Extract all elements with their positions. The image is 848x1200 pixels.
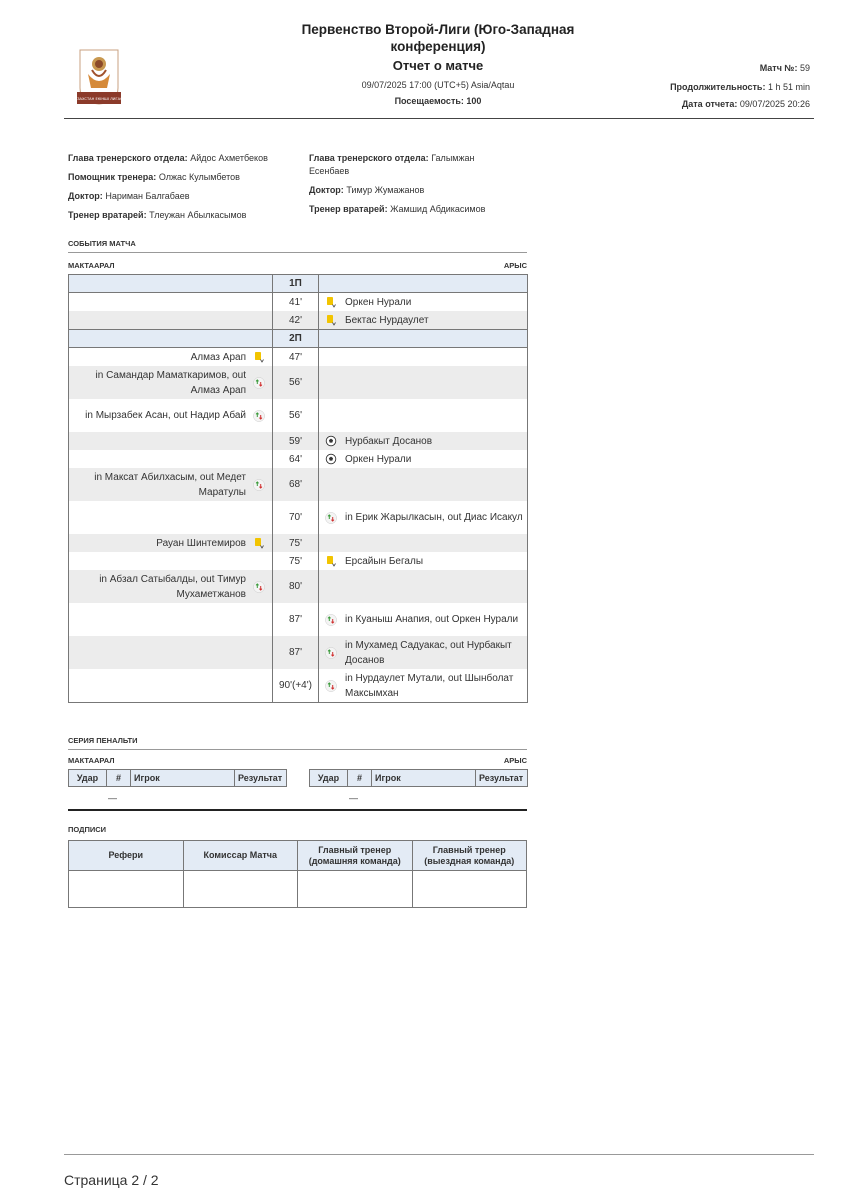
away-event-cell <box>319 501 528 534</box>
home-event-cell <box>69 293 273 312</box>
footer-divider <box>64 1154 814 1155</box>
event-text: in Мырзабек Асан, out Надир Абай <box>85 410 246 421</box>
event-minute: 56' <box>273 366 319 399</box>
event-row <box>69 603 528 636</box>
attendance-value: 100 <box>466 96 482 106</box>
signatures-table <box>68 840 527 908</box>
event-text: in Максат Абилхасым, out Медет Маратулы <box>94 471 246 498</box>
event-text: in Ерик Жарылкасын, out Диас Исакул <box>345 512 523 523</box>
home-event-cell <box>69 534 273 552</box>
attendance-label: Посещаемость: <box>394 96 464 106</box>
event-row <box>69 366 528 399</box>
event-minute: 90'(+4') <box>273 669 319 703</box>
match-duration <box>670 82 810 92</box>
away-staff-item: Доктор: Тимур Жумажанов <box>309 185 425 195</box>
match-duration-value: 1 h 51 min <box>767 82 810 92</box>
penalty-col-header: Результат <box>476 770 528 787</box>
signatures-section-title: ПОДПИСИ <box>68 825 107 834</box>
event-minute: 87' <box>273 636 319 669</box>
report-date-label: Дата отчета: <box>681 99 738 109</box>
penalty-away-empty: — <box>349 793 358 803</box>
penalty-divider <box>68 749 527 750</box>
penalty-col-header: Игрок <box>372 770 476 787</box>
event-text: Оркен Нурали <box>345 296 412 308</box>
event-row <box>69 311 528 330</box>
signature-field <box>412 871 527 908</box>
signatures-blank-row <box>69 871 527 908</box>
penalty-header-row <box>310 770 528 787</box>
period-cell <box>319 275 528 293</box>
away-event-cell <box>319 603 528 636</box>
event-minute: 80' <box>273 570 319 603</box>
attendance <box>270 96 606 106</box>
events-away-team: АРЫС <box>503 261 527 270</box>
event-row <box>69 570 528 603</box>
period-label: 2П <box>273 330 319 348</box>
home-event-cell <box>69 552 273 570</box>
away-event-cell <box>319 468 528 501</box>
event-text: Рауан Шинтемиров <box>156 537 246 549</box>
away-staff-item: Тренер вратарей: Жамшид Абдикасимов <box>309 204 486 214</box>
substitution-icon <box>325 614 337 626</box>
signature-col-header: Главный тренер (домашняя команда) <box>298 841 413 871</box>
away-event-cell <box>319 552 528 570</box>
event-row <box>69 293 528 312</box>
away-event-cell <box>319 293 528 312</box>
away-event-cell <box>319 311 528 330</box>
signature-field <box>298 871 413 908</box>
event-minute: 56' <box>273 399 319 432</box>
away-staff <box>309 152 509 216</box>
event-text: Бектас Нурдаулет <box>345 314 429 326</box>
penalty-col-header: Результат <box>235 770 287 787</box>
event-minute: 59' <box>273 432 319 450</box>
yellow-card-icon <box>325 555 337 567</box>
home-event-cell <box>69 669 273 703</box>
penalty-away-team: АРЫС <box>503 756 527 765</box>
home-event-cell <box>69 450 273 468</box>
away-event-cell <box>319 636 528 669</box>
report-title: Отчет о матче <box>392 58 484 73</box>
away-event-cell <box>319 366 528 399</box>
substitution-icon <box>253 377 265 389</box>
header-divider <box>64 118 814 119</box>
penalty-away-table <box>309 769 528 787</box>
event-minute: 42' <box>273 311 319 330</box>
period-cell <box>319 330 528 348</box>
match-number <box>760 63 810 73</box>
away-event-cell <box>319 432 528 450</box>
home-event-cell <box>69 432 273 450</box>
penalty-section-title: СЕРИЯ ПЕНАЛЬТИ <box>68 736 138 745</box>
away-event-cell <box>319 450 528 468</box>
event-minute: 64' <box>273 450 319 468</box>
substitution-icon <box>325 512 337 524</box>
penalty-col-header: Удар <box>69 770 107 787</box>
signature-col-header: Комиссар Матча <box>183 841 298 871</box>
signatures-header-row <box>69 841 527 871</box>
home-event-cell <box>69 636 273 669</box>
event-text: in Самандар Маматкаримов, out Алмаз Арап <box>95 369 246 396</box>
competition-title: Первенство Второй-Лиги (Юго-Западная конференция) <box>301 22 575 54</box>
substitution-icon <box>325 680 337 692</box>
signature-field <box>69 871 184 908</box>
home-event-cell <box>69 311 273 330</box>
penalty-header-row <box>69 770 287 787</box>
signature-col-header: Рефери <box>69 841 184 871</box>
event-row <box>69 450 528 468</box>
event-text: Алмаз Арап <box>190 351 246 363</box>
away-event-cell <box>319 669 528 703</box>
period-cell <box>69 330 273 348</box>
events-section-title: СОБЫТИЯ МАТЧА <box>68 239 136 248</box>
league-logo <box>74 48 124 106</box>
substitution-icon <box>325 647 337 659</box>
penalty-home-team: МАКТААРАЛ <box>68 756 115 765</box>
away-event-cell <box>319 399 528 432</box>
period-cell <box>69 275 273 293</box>
report-date <box>682 99 810 109</box>
report-date-value: 09/07/2025 20:26 <box>739 99 810 109</box>
home-staff <box>68 152 298 222</box>
event-row <box>69 399 528 432</box>
substitution-icon <box>253 479 265 491</box>
match-datetime: 09/07/2025 17:00 (UTC+5) Asia/Aqtau <box>361 80 515 90</box>
home-event-cell <box>69 603 273 636</box>
home-event-cell <box>69 468 273 501</box>
event-minute: 70' <box>273 501 319 534</box>
penalty-col-header: # <box>348 770 372 787</box>
signature-field <box>183 871 298 908</box>
event-text: Ерсайын Бегалы <box>345 555 424 567</box>
event-row <box>69 636 528 669</box>
away-staff-item: Глава тренерского отдела: Галымжан Есенбаев <box>309 153 475 176</box>
signature-col-header: Главный тренер (выездная команда) <box>412 841 527 871</box>
logo-text: КАЗАХСТАН ЕКІНШІ ЛИГАСЫ <box>74 97 124 101</box>
event-row <box>69 501 528 534</box>
yellow-card-icon <box>325 296 337 308</box>
match-number-value: 59 <box>799 63 810 73</box>
substitution-icon <box>253 581 265 593</box>
home-event-cell <box>69 399 273 432</box>
event-row <box>69 552 528 570</box>
event-text: in Мухамед Садуакас, out Нурбакыт Досанов <box>345 639 512 666</box>
event-row <box>69 348 528 367</box>
home-event-cell <box>69 501 273 534</box>
match-duration-label: Продолжительность: <box>670 82 766 92</box>
events-home-team: МАКТААРАЛ <box>68 261 115 270</box>
events-table <box>68 274 528 703</box>
home-event-cell <box>69 366 273 399</box>
event-row <box>69 534 528 552</box>
yellow-card-icon <box>253 351 265 363</box>
yellow-card-icon <box>325 314 337 326</box>
match-number-label: Матч №: <box>759 63 798 73</box>
goal-icon <box>325 453 337 465</box>
period-row <box>69 275 528 293</box>
event-text: in Куаныш Анапия, out Оркен Нурали <box>345 614 519 625</box>
penalty-col-header: # <box>107 770 131 787</box>
period-row <box>69 330 528 348</box>
event-minute: 75' <box>273 552 319 570</box>
event-minute: 47' <box>273 348 319 367</box>
home-staff-item: Тренер вратарей: Тлеужан Абылкасымов <box>68 210 247 220</box>
event-minute: 68' <box>273 468 319 501</box>
penalty-col-header: Удар <box>310 770 348 787</box>
goal-icon <box>325 435 337 447</box>
penalty-col-header: Игрок <box>131 770 235 787</box>
penalty-home-table <box>68 769 287 787</box>
home-staff-item: Помощник тренера: Олжас Кулымбетов <box>68 172 240 182</box>
event-row <box>69 669 528 703</box>
home-event-cell <box>69 348 273 367</box>
event-row <box>69 468 528 501</box>
away-event-cell <box>319 534 528 552</box>
period-label: 1П <box>273 275 319 293</box>
event-minute: 87' <box>273 603 319 636</box>
home-event-cell <box>69 570 273 603</box>
event-minute: 75' <box>273 534 319 552</box>
event-text: in Абзал Сатыбалды, out Тимур Мухаметжанов <box>99 573 246 600</box>
home-staff-item: Доктор: Нариман Балгабаев <box>68 191 190 201</box>
substitution-icon <box>253 410 265 422</box>
away-event-cell <box>319 570 528 603</box>
event-text: in Нурдаулет Мутали, out Шынболат Максымхан <box>345 672 514 699</box>
event-minute: 41' <box>273 293 319 312</box>
yellow-card-icon <box>253 537 265 549</box>
penalty-home-empty: — <box>108 793 117 803</box>
penalty-end-divider <box>68 809 527 811</box>
event-text: Нурбакыт Досанов <box>345 435 433 447</box>
home-staff-item: Глава тренерского отдела: Айдос Ахметбеков <box>68 153 268 163</box>
events-divider <box>68 252 527 253</box>
event-row <box>69 432 528 450</box>
away-event-cell <box>319 348 528 367</box>
page-number: Страница 2 / 2 <box>64 1172 159 1188</box>
event-text: Оркен Нурали <box>345 453 412 465</box>
